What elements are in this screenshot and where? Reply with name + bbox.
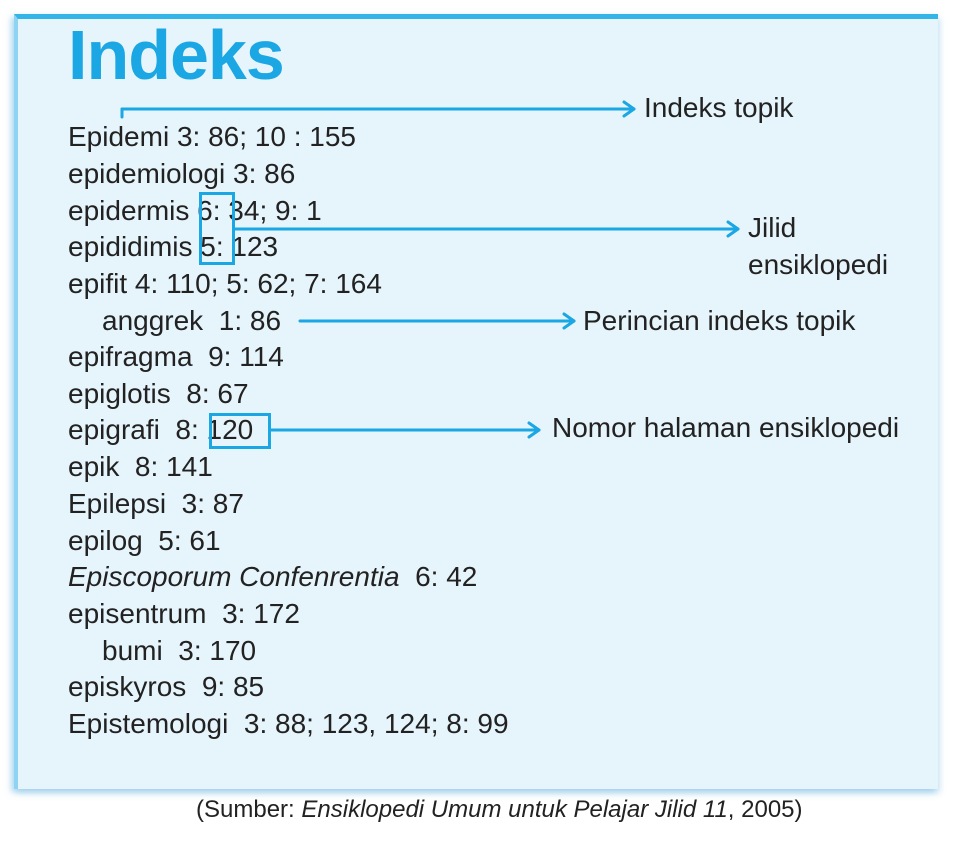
entry-term: episentrum [68,598,207,629]
entry-term: Epilepsi [68,488,167,519]
entry-ref: 9: 85 [186,671,265,702]
entry-ref: 5: 123 [200,231,279,262]
entry-term: anggrek [102,305,204,336]
entry-term: Epidemi [68,121,170,152]
entry-ref: 8: 141 [119,451,213,482]
entry-ref: 8: 67 [170,378,249,409]
entry-ref: 1: 86 [203,305,282,336]
source-book-title: Ensiklopedi Umum untuk Pelajar Jilid 11 [301,796,728,823]
callout-volume-line1: Jilid [748,212,797,243]
entry-term: episkyros [68,671,187,702]
entry-ref: 3: 172 [206,598,300,629]
entry-ref: 3: 86; 10 : 155 [169,121,356,152]
entry-term: epiglotis [68,378,171,409]
source-suffix: , 2005) [727,796,803,823]
entry-term: epilog [68,525,143,556]
entry-term: Episcoporum Confenrentia [68,561,400,592]
entry-ref: 4: 110; 5: 62; 7: 164 [127,268,382,299]
source-prefix: (Sumber: [196,796,302,823]
entry-term: bumi [102,635,163,666]
entry-ref: 6: 34; 9: 1 [197,195,322,226]
entry-term: epik [68,451,120,482]
entry-term: epifit [68,268,128,299]
entry-term: epifragma [68,341,193,372]
entry-ref: 3: 88; 123, 124; 8: 99 [228,708,509,739]
entry-term: epigrafi [68,414,160,445]
entry-ref: 5: 61 [142,525,221,556]
entry-ref: 8: 120 [159,414,254,445]
entry-ref: 6: 42 [399,561,478,592]
callout-topic-detail: Perincian indeks topik [583,305,856,336]
callout-topic-index: Indeks topik [644,92,794,123]
entry-ref: 3: 86 [225,158,296,189]
entry-ref: 3: 170 [162,635,257,666]
callout-volume-line2: ensiklopedi [748,249,889,280]
page-title: Indeks [68,16,284,94]
entry-term: epidemiologi [68,158,226,189]
callout-page-number: Nomor halaman ensiklopedi [552,412,900,443]
entry-term: epididimis [68,231,201,262]
entry-ref: 3: 87 [166,488,244,519]
entry-term: epidermis [68,195,198,226]
source-caption [196,796,803,824]
entry-ref: 9: 114 [192,341,284,372]
entry-term: Epistemologi [68,708,229,739]
